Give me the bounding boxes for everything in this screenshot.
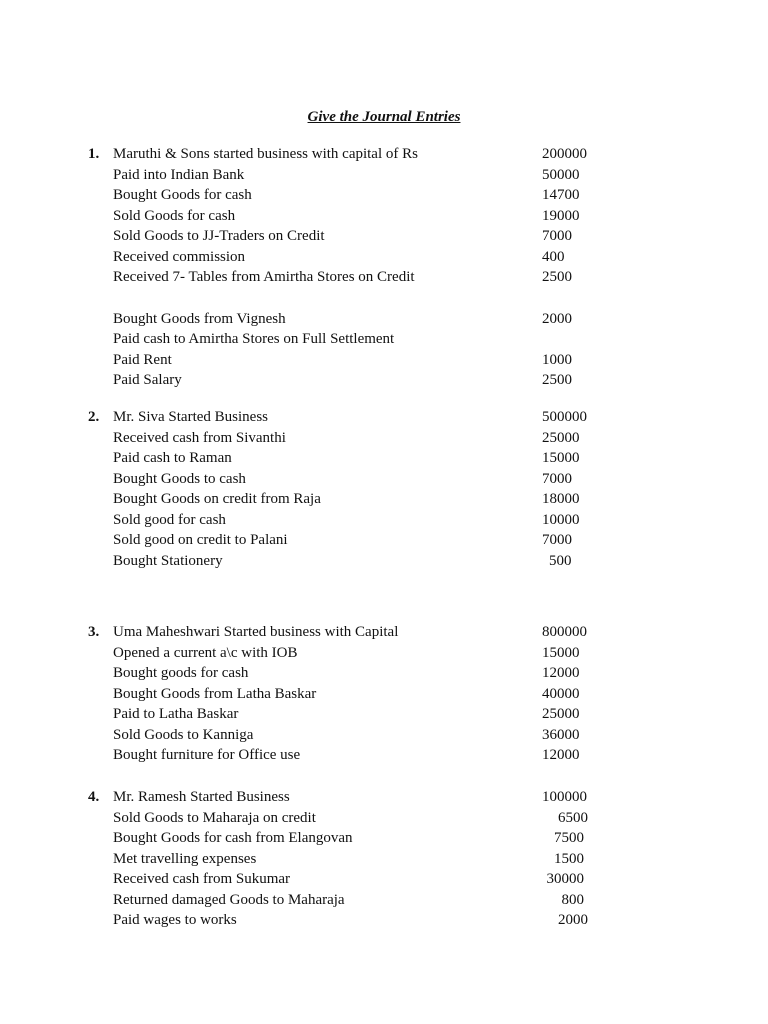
- entry-amount: 400: [542, 248, 565, 265]
- entry-row: [0, 849, 768, 870]
- entry-description: Maruthi & Sons started business with capital of Rs: [113, 146, 418, 162]
- entry-row: [0, 725, 768, 746]
- entry-description: Bought Goods on credit from Raja: [113, 491, 321, 507]
- entry-amount: 15000: [542, 644, 580, 661]
- entry-amount: 30000: [546, 871, 584, 887]
- entry-amount: 12000: [542, 665, 580, 681]
- entry-amount: 100000: [542, 789, 587, 805]
- problem-1: [0, 144, 768, 391]
- problem-number: 2.: [88, 409, 100, 425]
- entry-amount: 7000: [542, 532, 572, 548]
- entry-row: [0, 448, 768, 469]
- entry-row: [0, 165, 768, 186]
- entry-description: Opened a current a\c with IOB: [113, 644, 298, 661]
- entry-row: [0, 469, 768, 490]
- entry-row: [0, 910, 768, 931]
- entry-amount: 1500: [554, 850, 584, 867]
- entry-row: [0, 185, 768, 206]
- entry-row: [0, 309, 768, 330]
- entry-description: Paid wages to works: [113, 912, 237, 928]
- entry-description: Bought Goods to cash: [113, 470, 246, 487]
- entry-description: Sold Goods to JJ-Traders on Credit: [113, 228, 325, 244]
- entry-amount: 500000: [542, 409, 587, 425]
- entry-description: Sold good for cash: [113, 511, 226, 528]
- entry-description: Bought Goods for cash: [113, 187, 252, 203]
- entry-row: [0, 551, 768, 572]
- entry-description: Bought Stationery: [113, 552, 223, 569]
- entry-description: Bought goods for cash: [113, 665, 249, 681]
- entry-description: Sold Goods to Kanniga: [113, 726, 254, 743]
- entry-description: Sold good on credit to Palani: [113, 532, 288, 548]
- entry-description: Received cash from Sukumar: [113, 871, 291, 887]
- entry-row: [0, 530, 768, 551]
- entry-description: Sold Goods for cash: [113, 207, 236, 224]
- entry-amount: 50000: [542, 166, 580, 183]
- entry-description: Received cash from Sivanthi: [113, 429, 286, 446]
- entry-amount: 36000: [542, 726, 580, 743]
- entry-amount: 500: [549, 552, 572, 569]
- entry-amount: 7500: [554, 830, 584, 846]
- entry-amount: 2500: [542, 269, 572, 285]
- entry-row: [0, 704, 768, 725]
- entry-row: [0, 684, 768, 705]
- entry-row: [0, 787, 768, 808]
- entry-amount: 12000: [542, 747, 580, 763]
- entry-amount: 7000: [542, 228, 572, 244]
- entry-amount: 200000: [542, 146, 587, 162]
- problem-4: [0, 787, 768, 931]
- entry-row: [0, 510, 768, 531]
- entry-description: Returned damaged Goods to Maharaja: [113, 891, 345, 908]
- entry-description: Received 7- Tables from Amirtha Stores on Credit: [113, 269, 415, 285]
- entry-description: Bought Goods from Latha Baskar: [113, 685, 317, 702]
- entry-row: [0, 622, 768, 643]
- entry-row: [0, 643, 768, 664]
- entry-row: [0, 428, 768, 449]
- entry-row: [0, 869, 768, 890]
- entry-row: [0, 489, 768, 510]
- entry-amount: 25000: [542, 706, 580, 722]
- entry-amount: 19000: [542, 207, 580, 224]
- entry-description: Bought furniture for Office use: [113, 747, 301, 763]
- entry-amount: 2000: [558, 912, 588, 928]
- entry-amount: 7000: [542, 470, 572, 487]
- entry-amount: 10000: [542, 511, 580, 528]
- entry-row: [0, 267, 768, 288]
- problem-number: 3.: [88, 624, 100, 640]
- entry-row: [0, 350, 768, 371]
- entry-amount: 14700: [542, 187, 580, 203]
- entry-description: Mr. Siva Started Business: [113, 409, 269, 425]
- entry-description: Paid Salary: [113, 372, 182, 388]
- entry-row: [0, 370, 768, 391]
- entry-row: [0, 407, 768, 428]
- entry-amount: 2000: [542, 310, 572, 327]
- entry-row: [0, 890, 768, 911]
- entry-description: Paid into Indian Bank: [113, 166, 245, 183]
- entry-description: Uma Maheshwari Started business with Capital: [113, 624, 399, 640]
- entry-amount: 2500: [542, 372, 572, 388]
- page-title: Give the Journal Entries: [307, 109, 461, 125]
- entry-description: Paid cash to Raman: [113, 450, 232, 466]
- entry-amount: 6500: [558, 809, 588, 826]
- entry-amount: 40000: [542, 685, 580, 702]
- entry-amount: 18000: [542, 491, 580, 507]
- entry-row: [0, 663, 768, 684]
- entry-amount: 15000: [542, 450, 580, 466]
- entry-row: [0, 808, 768, 829]
- problem-3: [0, 622, 768, 766]
- entry-amount: 800000: [542, 624, 587, 640]
- entry-row: [0, 247, 768, 268]
- entry-row: [0, 226, 768, 247]
- entry-description: Met travelling expenses: [113, 850, 257, 867]
- entry-row: [0, 745, 768, 766]
- problem-number: 4.: [88, 789, 100, 805]
- problem-2: [0, 407, 768, 571]
- entry-description: Bought Goods from Vignesh: [113, 310, 286, 327]
- entry-description: Paid Rent: [113, 351, 172, 368]
- entry-amount: 800: [561, 891, 584, 908]
- entry-row: [0, 144, 768, 165]
- entry-description: Sold Goods to Maharaja on credit: [113, 809, 316, 826]
- problem-number: 1.: [88, 146, 100, 162]
- entry-description: Mr. Ramesh Started Business: [113, 789, 290, 805]
- entry-description: Paid cash to Amirtha Stores on Full Settlement: [113, 331, 395, 347]
- entry-row: [0, 206, 768, 227]
- entry-amount: 1000: [542, 351, 572, 368]
- entry-amount: 25000: [542, 429, 580, 446]
- entry-description: Received commission: [113, 248, 246, 265]
- entry-row: [0, 329, 768, 350]
- entry-description: Bought Goods for cash from Elangovan: [113, 830, 353, 846]
- entry-description: Paid to Latha Baskar: [113, 706, 239, 722]
- entry-row: [0, 828, 768, 849]
